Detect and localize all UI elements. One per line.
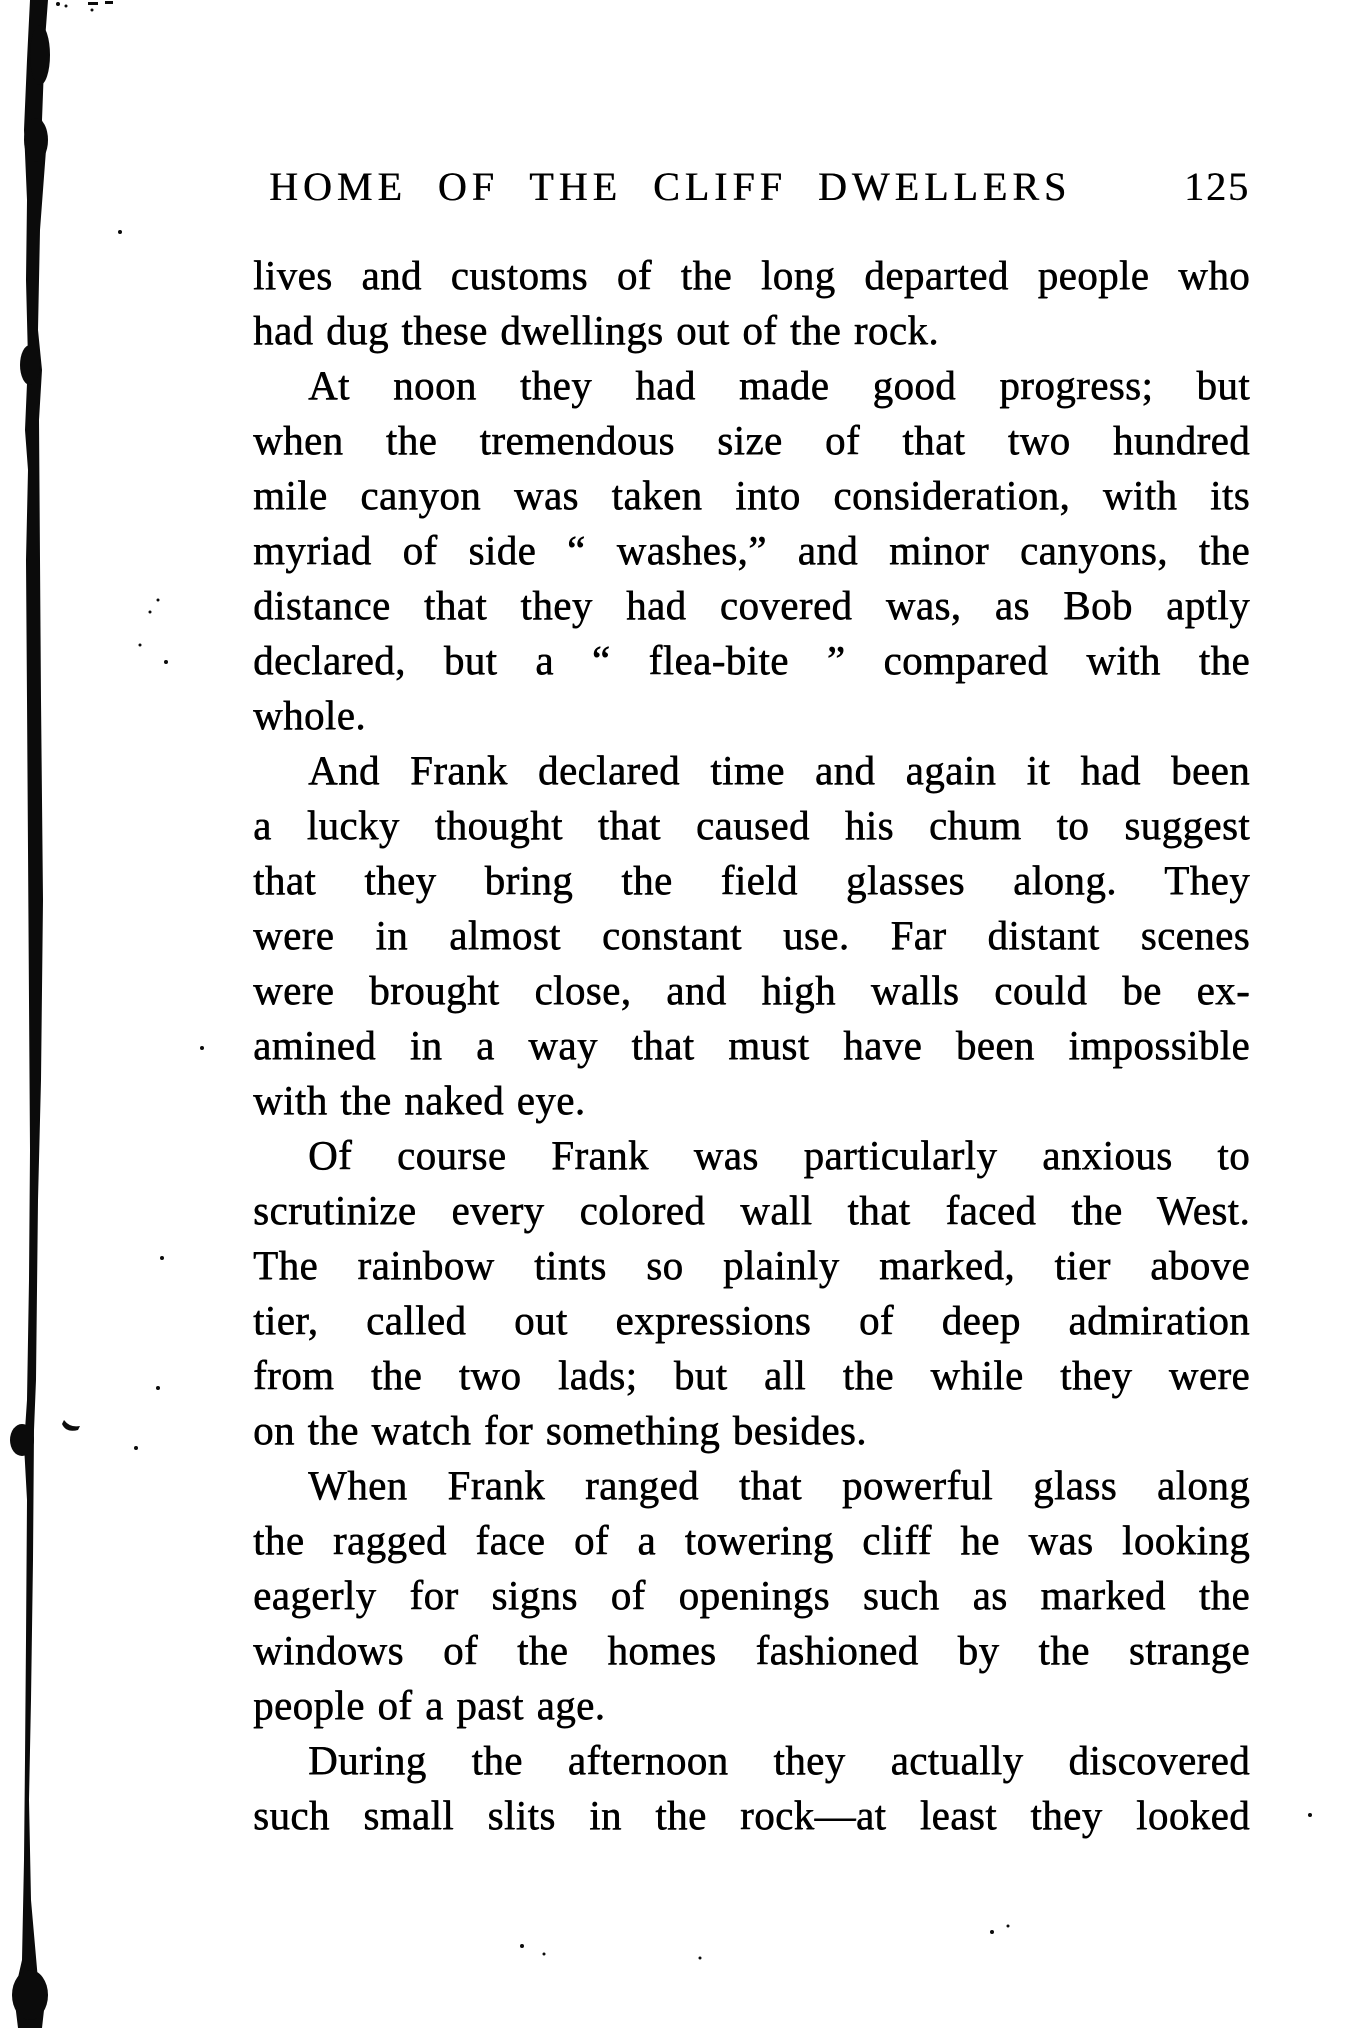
paragraph: [253, 743, 1250, 1128]
text-line: Of course Frank was particularly anxious to: [308, 1132, 1250, 1178]
text-line: At noon they had made good progress; but: [308, 362, 1250, 408]
text-line: were in almost constant use. Far distant scenes: [253, 912, 1250, 958]
text-line: distance that they had covered was, as Bob aptly: [253, 582, 1250, 628]
text-line: that they bring the field glasses along. They: [253, 857, 1250, 903]
text-line: such small slits in the rock—at least they looked: [253, 1792, 1250, 1838]
text-line: with the naked eye.: [253, 1077, 586, 1123]
text-line: the ragged face of a towering cliff he was looking: [253, 1517, 1250, 1563]
text-line: from the two lads; but all the while they were: [253, 1352, 1250, 1398]
text-line: When Frank ranged that powerful glass along: [308, 1462, 1250, 1508]
text-line: mile canyon was taken into consideration, with its: [253, 472, 1250, 518]
text-line: eagerly for signs of openings such as marked the: [253, 1572, 1250, 1618]
text-line: tier, called out expressions of deep admiration: [253, 1297, 1250, 1343]
text-line: windows of the homes fashioned by the strange: [253, 1627, 1250, 1673]
text-line: And Frank declared time and again it had been: [308, 747, 1250, 793]
paragraph: [253, 1458, 1250, 1733]
text-line: when the tremendous size of that two hundred: [253, 417, 1250, 463]
text-line: declared, but a “ flea-bite ” compared with the: [253, 637, 1250, 683]
text-line: During the afternoon they actually discovered: [308, 1737, 1250, 1783]
text-line: lives and customs of the long departed people who: [253, 252, 1250, 298]
body-text: [253, 248, 1250, 1843]
paragraph: [253, 1733, 1250, 1843]
text-line: myriad of side “ washes,” and minor canyons, the: [253, 527, 1250, 573]
paragraph: [253, 248, 1250, 358]
paragraph: [253, 1128, 1250, 1458]
text-line: people of a past age.: [253, 1682, 606, 1728]
text-line: amined in a way that must have been impossible: [253, 1022, 1250, 1068]
paragraph: [253, 358, 1250, 743]
page-number: 125: [1184, 164, 1250, 209]
chapter-title: HOME OF THE CLIFF DWELLERS: [269, 164, 1072, 209]
text-line: were brought close, and high walls could be ex-: [253, 967, 1250, 1013]
text-line: a lucky thought that caused his chum to suggest: [253, 802, 1250, 848]
text-line: whole.: [253, 692, 366, 738]
text-line: on the watch for something besides.: [253, 1407, 867, 1453]
text-line: had dug these dwellings out of the rock.: [253, 307, 939, 353]
text-line: scrutinize every colored wall that faced the West.: [253, 1187, 1250, 1233]
running-head: [253, 166, 1250, 208]
text-line: The rainbow tints so plainly marked, tier above: [253, 1242, 1250, 1288]
